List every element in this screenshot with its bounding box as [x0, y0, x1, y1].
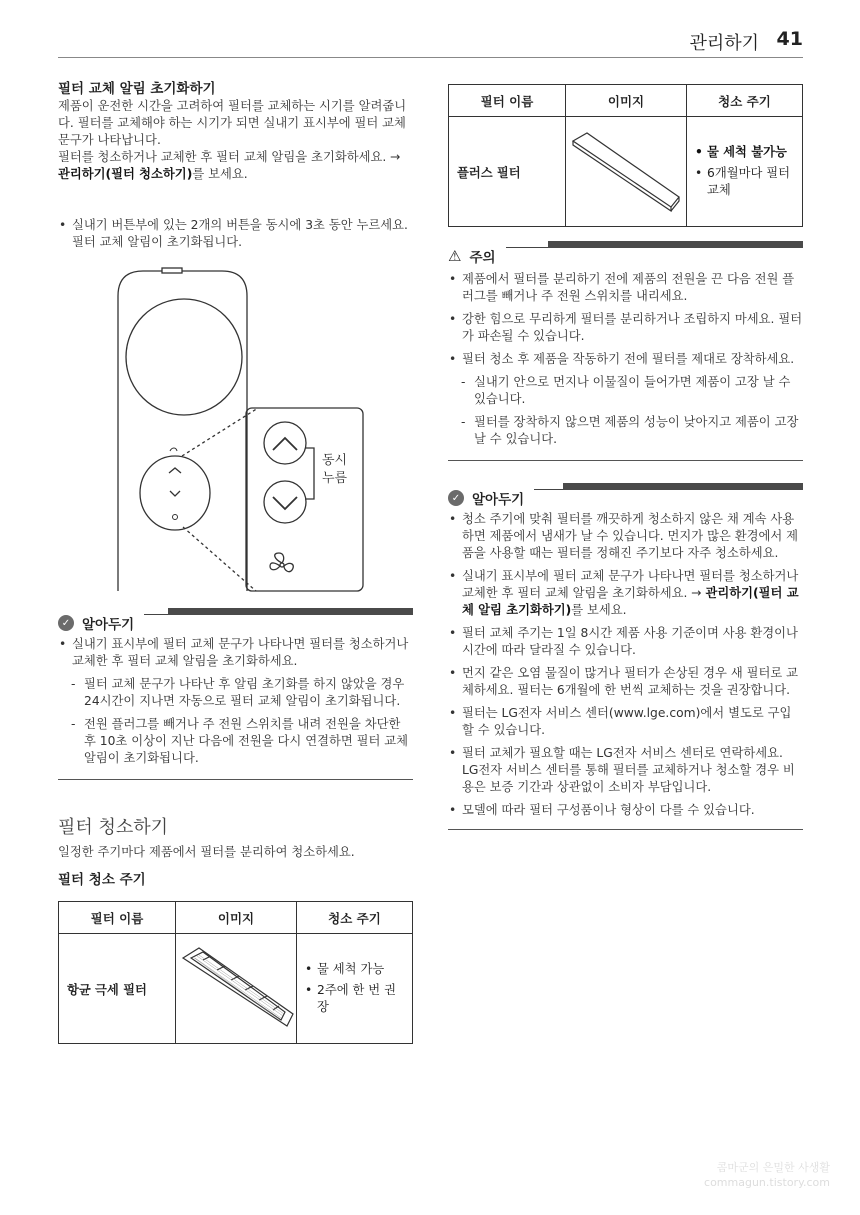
note2-bullets	[448, 511, 803, 819]
table-header: 청소 주기	[687, 85, 803, 117]
note1-bullets	[58, 636, 413, 670]
note1-subs	[58, 676, 413, 767]
table-header: 청소 주기	[297, 902, 413, 934]
list-item: • 2주에 한 번 권장	[303, 982, 406, 1016]
table-header: 이미지	[176, 902, 297, 934]
plus-filter-table	[448, 84, 803, 227]
list-item: • 먼지 같은 오염 물질이 많거나 필터가 손상된 경우 새 필터로 교체하세요. 필터는 6개월에 한 번씩 교체하는 것을 권장합니다.	[448, 665, 803, 699]
note-box-1	[58, 608, 413, 780]
watermark	[704, 1160, 830, 1190]
reset-title: 필터 교체 알림 초기화하기	[58, 81, 216, 97]
watermark-line-1: 콤마군의 은밀한 사생활	[716, 1161, 830, 1174]
caution-bullets	[448, 271, 803, 368]
filter-image	[566, 117, 687, 227]
note-box-2	[448, 483, 803, 830]
divider	[448, 460, 803, 461]
section-title: 관리하기	[689, 33, 759, 54]
list-item: • 6개월마다 필터 교체	[693, 165, 796, 199]
unit-illustration	[58, 261, 413, 596]
table-header-row	[59, 902, 413, 934]
mesh-filter-icon	[177, 942, 295, 1032]
page-number: 41	[776, 28, 803, 50]
illustration-label-2: 누름	[322, 471, 348, 486]
note-title: 알아두기	[82, 617, 135, 633]
check-icon: ✓	[58, 615, 74, 631]
table-header: 필터 이름	[449, 85, 566, 117]
reset-bullets	[58, 217, 413, 251]
filter-name: 플러스 필터	[449, 117, 566, 227]
list-item: • 물 세척 불가능	[693, 144, 796, 161]
note-title: 알아두기	[472, 492, 525, 508]
table-row	[59, 934, 413, 1044]
list-item: • 실내기 표시부에 필터 교체 문구가 나타나면 필터를 청소하거나 교체한 후 필터 교체 알림을 초기화하세요. → 관리하기(필터 교체 알림 초기화하기)를 보세요.	[448, 568, 803, 619]
list-item: • 청소 주기에 맞춰 필터를 깨끗하게 청소하지 않은 채 계속 사용하면 제품에서 냄새가 날 수 있습니다. 먼지가 많은 환경에서 제품을 사용할 때는 필터를 정해진 주기보다 자주 청소하세요.	[448, 511, 803, 562]
list-item: • 제품에서 필터를 분리하기 전에 제품의 전원을 끈 다음 전원 플러그를 빼거나 주 전원 스위치를 내리세요.	[448, 271, 803, 305]
list-item: • 필터 교체가 필요할 때는 LG전자 서비스 센터로 연락하세요. LG전자 서비스 센터를 통해 필터를 교체하거나 청소할 경우 비용은 보증 기간과 상관없이 소비자 부담입니다.	[448, 745, 803, 796]
table-header-row	[449, 85, 803, 117]
list-item: - 전원 플러그를 빼거나 주 전원 스위치를 내려 전원을 차단한 후 10초 이상이 지난 다음에 전원을 다시 연결하면 필터 교체 알림이 초기화됩니다.	[58, 716, 413, 767]
list-item: • 물 세척 가능	[303, 961, 406, 978]
note-reference: 관리하기(필터 교체 알림 초기화하기)	[462, 586, 799, 617]
watermark-line-2: commagun.tistory.com	[704, 1176, 830, 1189]
page-header	[58, 26, 803, 58]
warning-icon: ⚠	[448, 247, 462, 265]
indoor-unit-icon	[58, 261, 413, 596]
reset-paragraph-1: 제품이 운전한 시간을 고려하여 필터를 교체하는 시기를 알려줍니다. 필터를 교체해야 하는 시기가 되면 실내기 표시부에 필터 교체 문구가 나타납니다.	[58, 99, 407, 147]
reset-paragraph-2: 필터를 청소하거나 교체한 후 필터 교체 알림을 초기화하세요. → 관리하기(필터 청소하기)를 보세요.	[58, 150, 401, 181]
filter-image	[176, 934, 297, 1044]
list-item: • 필터 교체 주기는 1일 8시간 제품 사용 기준이며 사용 환경이나 시간에 따라 달라질 수 있습니다.	[448, 625, 803, 659]
clean-table	[58, 901, 413, 1044]
clean-title: 필터 청소하기	[58, 817, 169, 838]
check-icon: ✓	[448, 490, 464, 506]
clean-paragraph: 일정한 주기마다 제품에서 필터를 분리하여 청소하세요.	[58, 845, 355, 859]
caution-box	[448, 241, 803, 461]
note-header	[58, 608, 413, 633]
list-item: - 필터를 장착하지 않으면 제품의 성능이 낮아지고 제품이 고장 날 수 있습니다.	[448, 414, 803, 448]
list-item: • 강한 힘으로 무리하게 필터를 분리하거나 조립하지 마세요. 필터가 파손될 수 있습니다.	[448, 311, 803, 345]
list-item: - 실내기 안으로 먼지나 이물질이 들어가면 제품이 고장 날 수 있습니다.	[448, 374, 803, 408]
table-header: 이미지	[566, 85, 687, 117]
list-item: • 필터 청소 후 제품을 작동하기 전에 필터를 제대로 장착하세요.	[448, 351, 803, 368]
table-row	[449, 117, 803, 227]
plus-filter-icon	[567, 125, 685, 215]
illustration-label-1: 동시	[322, 453, 348, 468]
table-header: 필터 이름	[59, 902, 176, 934]
caution-header	[448, 241, 803, 266]
divider	[58, 779, 413, 780]
reset-reference: 관리하기(필터 청소하기)	[58, 167, 193, 181]
caution-subs	[448, 374, 803, 448]
list-item: • 모델에 따라 필터 구성품이나 형상이 다를 수 있습니다.	[448, 802, 803, 819]
list-item: • 실내기 버튼부에 있는 2개의 버튼을 동시에 3초 동안 누르세요. 필터 교체 알림이 초기화됩니다.	[58, 217, 413, 251]
list-item: • 실내기 표시부에 필터 교체 문구가 나타나면 필터를 청소하거나 교체한 후 필터 교체 알림을 초기화하세요.	[58, 636, 413, 670]
caution-title: 주의	[469, 250, 496, 266]
list-item: - 필터 교체 문구가 나타난 후 알림 초기화를 하지 않았을 경우 24시간이 지나면 자동으로 필터 교체 알림이 초기화됩니다.	[58, 676, 413, 710]
note-header	[448, 483, 803, 508]
list-item: • 필터는 LG전자 서비스 센터(www.lge.com)에서 별도로 구입할 수 있습니다.	[448, 705, 803, 739]
divider	[448, 829, 803, 830]
left-column	[58, 80, 413, 1044]
filter-cycle	[687, 117, 803, 227]
clean-subtitle: 필터 청소 주기	[58, 872, 146, 888]
filter-name: 항균 극세 필터	[59, 934, 176, 1044]
right-column	[448, 84, 803, 830]
filter-cycle	[297, 934, 413, 1044]
